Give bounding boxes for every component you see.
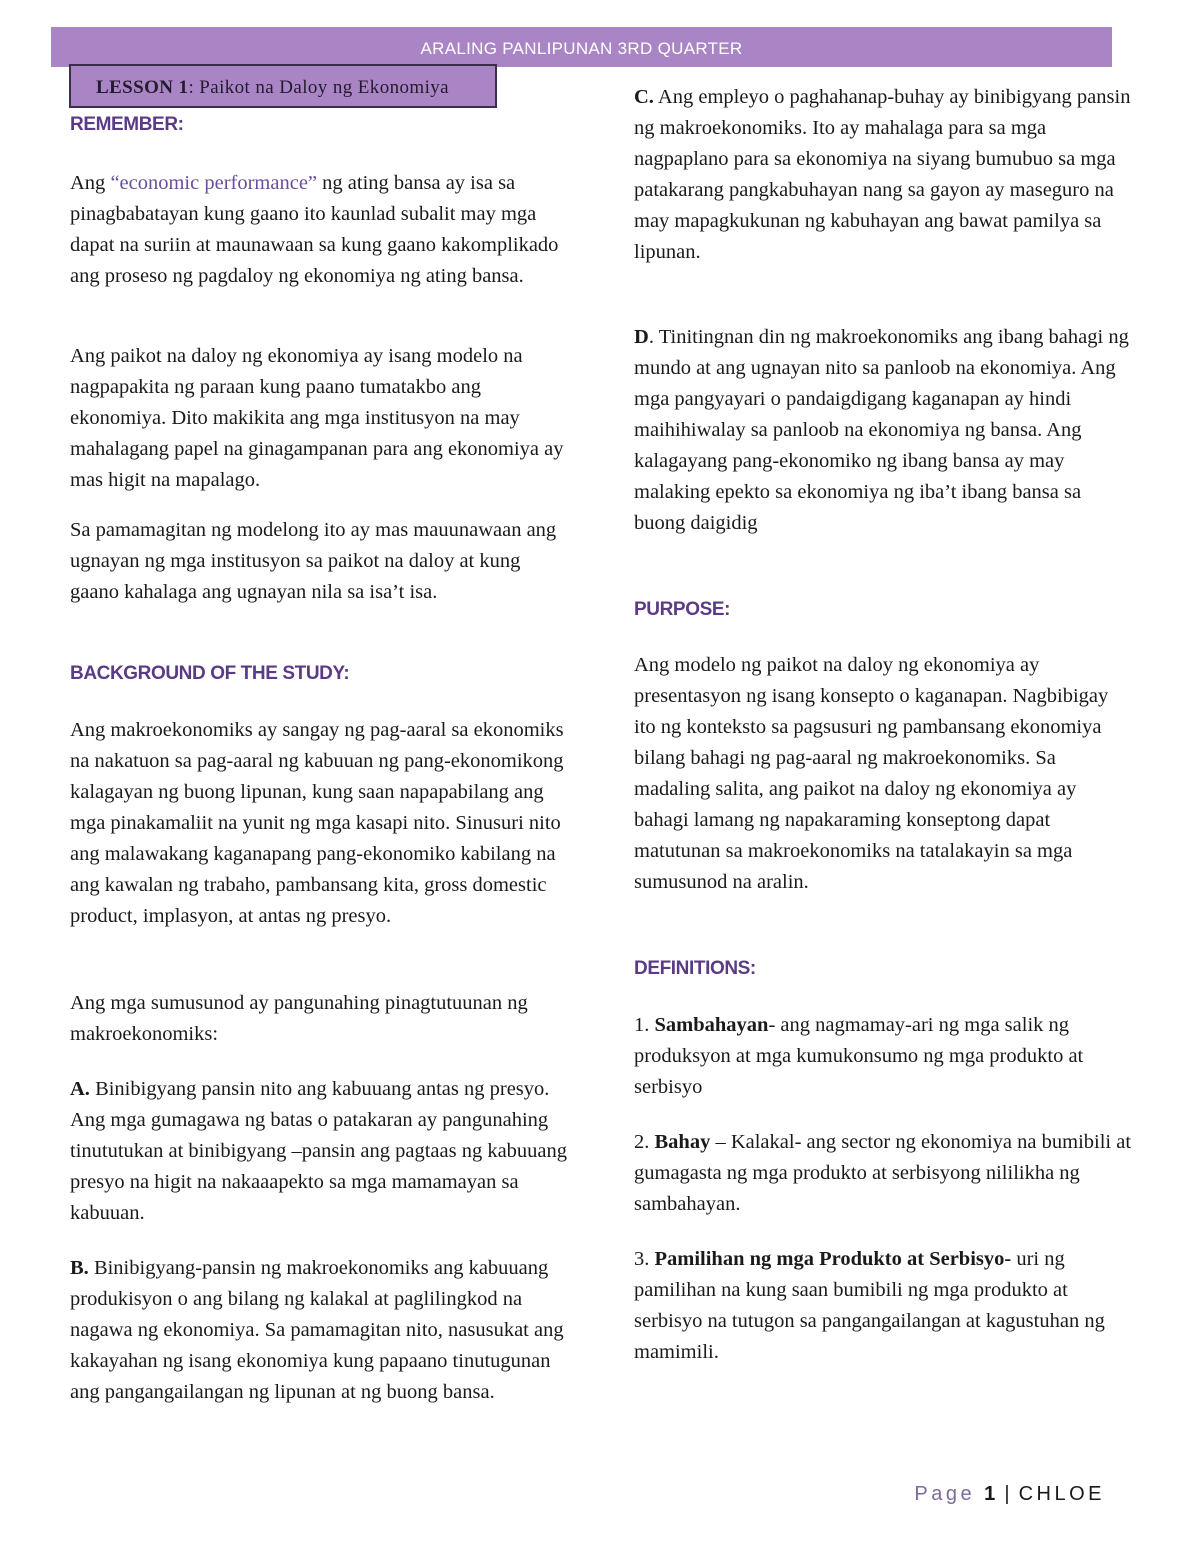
definition-2-number: 2.	[634, 1131, 655, 1153]
item-a-text: Binibigyang pansin nito ang kabuuang antas ng presyo. Ang mga gumagawa ng batas o patakaran ay pangunahing tinututukan at binibigyang –pansin ang pagtaas ng kabuuang presyo na higit na nakaaapekto sa mga mamamayan sa kabuuan.	[70, 1078, 568, 1224]
definition-1-text: - ang nagmamay-ari ng mga salik ng produksyon at mga kumukonsumo ng mga produkto at serbisyo	[634, 1014, 1084, 1098]
purpose-paragraph: Ang modelo ng paikot na daloy ng ekonomiya ay presentasyon ng isang konsepto o kaganapan. Nagbibigay ito ng konteksto sa pagsusuri ng pambansang ekonomiya bilang bahagi ng pag-aaral ng makroekonomiks. Sa madaling salita, ang paikot na daloy ng ekonomiya ay bahagi lamang ng napakaraming konseptong dapat matutunan sa makroekonomiks na tatalakayin sa mga sumusunod na aralin.	[634, 654, 1109, 893]
item-a-paragraph	[70, 1074, 570, 1229]
item-c-paragraph	[634, 82, 1134, 268]
item-d-text: . Tinitingnan din ng makroekonomiks ang ibang bahagi ng mundo at ang ugnayan nito sa panloob na ekonomiya. Ang mga pangyayari o pandaigdigang kaganapan ay hindi maihihiwalay sa panloob na ekonomiya ng bansa. Ang kalagayang pang-ekonomiko ng ibang bansa ay may malaking epekto sa ekonomiya ng iba’t ibang bansa sa buong daigidig	[634, 326, 1129, 534]
item-d-label: D	[634, 326, 649, 348]
header-bar	[51, 27, 1112, 67]
header-title: ARALING PANLIPUNAN 3RD QUARTER	[420, 39, 743, 58]
definition-3-term: Pamilihan ng mga Produkto at Serbisyo-	[654, 1248, 1012, 1270]
definitions-heading: DEFINITIONS:	[634, 958, 756, 979]
definition-1-number: 1.	[634, 1014, 655, 1036]
purpose-heading: PURPOSE:	[634, 599, 731, 620]
footer-page-number: 1	[984, 1483, 996, 1505]
item-b-paragraph	[70, 1253, 570, 1408]
item-a-label: A.	[70, 1078, 90, 1100]
item-b-text: Binibigyang-pansin ng makroekonomiks ang kabuuang produkisyon o ang bilang ng kalakal at paglilingkod na nagawa ng ekonomiya. Sa pamamagitan nito, nasusukat ang kakayahan ng isang ekonomiya kung papaano tinutugunan ang pangangailangan ng lipunan at ng buong bansa.	[70, 1257, 564, 1403]
item-c-text: Ang empleyo o paghahanap-buhay ay binibigyang pansin ng makroekonomiks. Ito ay mahalaga para sa mga nagpaplano para sa ekonomiya na siyang bumubuo sa mga patakarang pangkabuhayan nang sa gayon ay maseguro na may mapagkukunan ng kabuhayan ang bawat pamilya sa lipunan.	[634, 86, 1131, 263]
item-c-label: C.	[634, 86, 654, 108]
economic-performance-term: “economic performance”	[110, 172, 318, 194]
item-b-label: B.	[70, 1257, 89, 1279]
p1-post: ng ating bansa ay isa sa pinagbabatayan kung gaano ito kaunlad subalit may mga dapat na suriin at maunawaan sa kung gaano kakomplikado ang proseso ng pagdaloy ng ekonomiya ng ating bansa.	[70, 172, 559, 287]
footer-page-word: Page	[914, 1483, 976, 1505]
lesson-label: LESSON 1	[96, 77, 189, 98]
background-heading: BACKGROUND OF THE STUDY:	[70, 663, 350, 684]
focus-intro-paragraph: Ang mga sumusunod ay pangunahing pinagtutuunan ng makroekonomiks:	[70, 992, 528, 1045]
definition-1	[634, 1010, 1134, 1103]
lesson-title: Paikot na Daloy ng Ekonomiya	[194, 77, 449, 98]
definition-3-text: uri ng pamilihan na kung saan bumibili ng mga produkto at serbisyo na tutugon sa pangangailangan at kagustuhan ng mamimili.	[634, 1248, 1105, 1363]
definition-3	[634, 1244, 1134, 1368]
definition-3-number: 3.	[634, 1248, 655, 1270]
remember-heading: REMEMBER:	[70, 114, 184, 135]
remember-paragraph-3: Sa pamamagitan ng modelong ito ay mas mauunawaan ang ugnayan ng mga institusyon sa paikot na daloy at kung gaano kahalaga ang ugnayan nila sa isa’t isa.	[70, 519, 557, 603]
page-footer	[914, 1483, 1105, 1506]
remember-paragraph-2: Ang paikot na daloy ng ekonomiya ay isang modelo na nagpapakita ng paraan kung paano tumatakbo ang ekonomiya. Dito makikita ang mga institusyon na may mahalagang papel na ginagampanan para ang ekonomiya ay mas higit na mapalago.	[70, 345, 564, 491]
definition-2-text: – Kalakal- ang sector ng ekonomiya na bumibili at gumagasta ng mga produkto at serbisyong nililikha ng sambahayan.	[634, 1131, 1132, 1215]
footer-author: CHLOE	[1018, 1483, 1105, 1505]
item-d-paragraph	[634, 322, 1134, 539]
lesson-title-box	[69, 64, 497, 108]
definition-2-term: Bahay	[654, 1131, 711, 1153]
definition-1-term: Sambahayan	[654, 1014, 769, 1036]
p1-pre: Ang	[70, 172, 111, 194]
footer-separator: |	[1004, 1483, 1010, 1505]
definition-2	[634, 1127, 1134, 1220]
remember-paragraph-1	[70, 168, 570, 292]
lesson-colon: :	[188, 77, 195, 98]
background-paragraph: Ang makroekonomiks ay sangay ng pag-aaral sa ekonomiks na nakatuon sa pag-aaral ng kabuuan ng pang-ekonomikong kalagayan ng buong lipunan, kung saan napapabilang ang mga pinakamaliit na yunit ng mga kasapi nito. Sinusuri nito ang malawakang kaganapang pang-ekonomiko kabilang na ang kawalan ng trabaho, pambansang kita, gross domestic product, implasyon, at antas ng presyo.	[70, 719, 564, 927]
